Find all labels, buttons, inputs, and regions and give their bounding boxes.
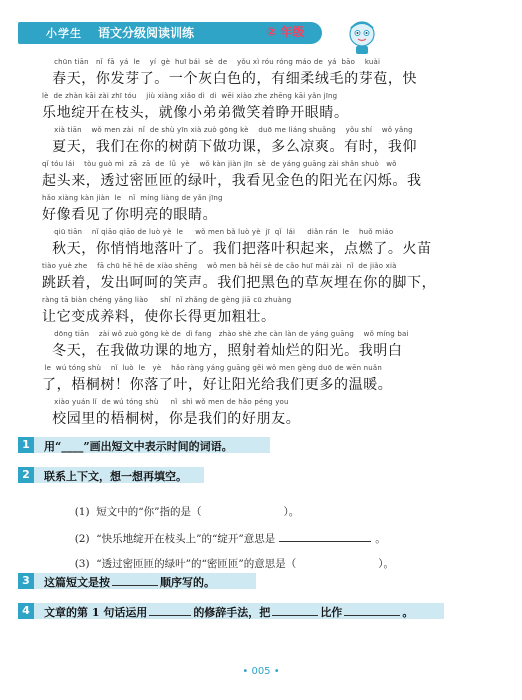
subquestion-2: [68, 518, 386, 546]
hanzi-line: 冬天，在我做功课的地方，照射着灿烂的阳光。我明白: [42, 343, 403, 359]
passage-line: [42, 160, 482, 194]
passage-line: [42, 228, 482, 262]
passage-line: [42, 296, 482, 330]
pinyin-line: tiào yuè zhe fā chū hē hē de xiào shēng wǒ men bǎ hēi sè de cǎo huī mái zài nǐ de jiǎo xià: [42, 262, 397, 270]
pinyin-line: chūn tiān nǐ fā yá le yí gè huī bái sè de yǒu xì róu róng máo de yá bāo kuài: [42, 58, 381, 66]
question-text: 联系上下文，想一想再填空。: [44, 470, 187, 483]
answer-blank[interactable]: [344, 604, 400, 616]
hanzi-line: 夏天，我们在你的树荫下做功课，多么凉爽。有时，我仰: [42, 139, 418, 155]
question-2: [18, 466, 218, 484]
passage-line: [42, 262, 482, 296]
subquestion-close: ）。: [283, 506, 300, 518]
passage-line: [42, 92, 482, 126]
passage-line: [42, 364, 482, 398]
answer-blank[interactable]: [296, 556, 378, 567]
answer-blank[interactable]: [149, 604, 191, 616]
question-number: 4: [18, 603, 34, 619]
hanzi-line: 好像看见了你明亮的眼睛。: [42, 207, 218, 223]
pinyin-line: xià tiān wǒ men zài nǐ de shù yīn xià zuò gōng kè duō me liáng shuǎng yǒu shí wǒ yǎng: [42, 126, 413, 134]
question-3: [18, 572, 278, 590]
pinyin-line: hǎo xiàng kàn jiàn le nǐ míng liàng de yǎn jīng: [42, 194, 223, 202]
answer-blank[interactable]: [272, 604, 318, 616]
pinyin-line: le wú tóng shù nǐ luò le yè hǎo ràng yáng guāng gěi wǒ men gèng duō de wēn nuǎn: [42, 364, 383, 372]
question-number: 2: [18, 467, 34, 483]
question-text: 用“____”画出短文中表示时间的词语。: [44, 440, 233, 453]
series-label: 小学生: [46, 27, 82, 40]
hanzi-line: 校园里的梧桐树，你是我们的好朋友。: [42, 411, 301, 427]
hanzi-line: 起头来，透过密匝匝的绿叶，我看见金色的阳光在闪烁。我: [42, 173, 422, 189]
pinyin-line: qǐ tóu lái tòu guò mì zā zā de lǜ yè wǒ kàn jiàn jīn sè de yáng guāng zài shǎn shuò wǒ: [42, 160, 397, 168]
pinyin-line: dōng tiān zài wǒ zuò gōng kè de dì fang zhào shè zhe càn làn de yáng guāng wǒ míng bai: [42, 330, 409, 338]
page-number: • 005 •: [242, 666, 280, 677]
question-text: 这篇短文是按 顺序写的。: [44, 576, 215, 589]
question-text: 文章的第 1 句话运用 的修辞手法，把 比作 。: [44, 606, 414, 619]
subquestion-3: [68, 544, 394, 571]
passage-line: [42, 398, 482, 432]
passage-line: [42, 330, 482, 364]
question-1: [18, 436, 268, 454]
question-4: [18, 602, 458, 620]
pinyin-line: qiū tiān nǐ qiāo qiāo de luò yè le wǒ men bǎ luò yè jī qǐ lái diǎn rán le huǒ miáo: [42, 228, 394, 236]
subquestion-1: [68, 492, 299, 519]
hanzi-line: 乐地绽开在枝头，就像小弟弟微笑着睁开眼睛。: [42, 105, 349, 121]
answer-blank[interactable]: [279, 530, 371, 542]
subquestion-close: 。: [375, 533, 386, 545]
subquestion-text: (1) 短文中的“你”指的是（: [74, 506, 202, 518]
pinyin-line: lè de zhàn kāi zài zhī tóu jiù xiàng xiǎo dì di wēi xiào zhe zhēng kāi yǎn jīng: [42, 92, 338, 100]
pinyin-line: xiào yuán lǐ de wú tóng shù nǐ shì wǒ men de hǎo péng you: [42, 398, 289, 406]
subquestion-close: ）。: [378, 558, 394, 570]
pinyin-line: ràng tā biàn chéng yǎng liào shǐ nǐ zhǎng de gèng jiā cū zhuàng: [42, 296, 292, 304]
answer-blank[interactable]: [112, 574, 158, 586]
hanzi-line: 秋天，你悄悄地落叶了。我们把落叶积起来，点燃了。火苗: [42, 241, 432, 257]
hanzi-line: 跳跃着，发出呵呵的笑声。我们把黑色的草灰埋在你的脚下，: [42, 275, 437, 291]
answer-blank[interactable]: [201, 504, 283, 515]
passage-line: [42, 194, 482, 228]
passage-line: [42, 126, 482, 160]
subquestion-text: (2) “快乐地绽开在枝头上”的“绽开”意思是: [74, 533, 276, 545]
hanzi-line: 让它变成养料，使你长得更加粗壮。: [42, 309, 276, 325]
question-number: 1: [18, 437, 34, 453]
hanzi-line: 了，梧桐树！你落了叶，好让阳光给我们更多的温暖。: [42, 377, 393, 393]
passage-line: [42, 58, 482, 92]
reading-passage: [42, 58, 482, 432]
book-title: 语文分级阅读训练: [98, 26, 195, 40]
hanzi-line: 春天，你发芽了。一个灰白色的，有细柔绒毛的芽苞，快: [42, 71, 418, 87]
grade-label: ② 年级: [266, 25, 305, 39]
question-number: 3: [18, 573, 34, 589]
subquestion-text: (3) “透过密匝匝的绿叶”的“密匝匝”的意思是（: [74, 558, 297, 570]
page-header: [0, 16, 522, 50]
mascot-icon: [342, 16, 382, 56]
